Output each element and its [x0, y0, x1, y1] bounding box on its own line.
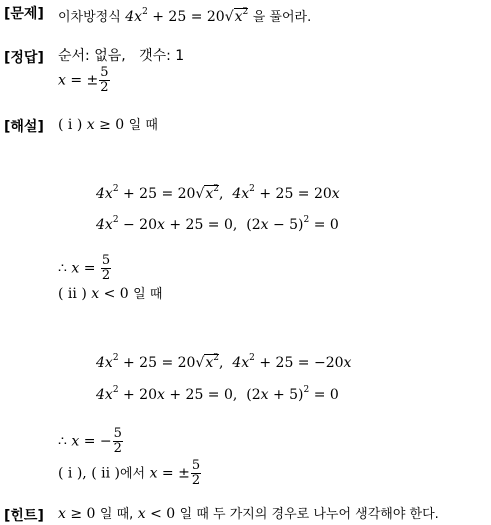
summary-middle: 에서 — [119, 466, 146, 482]
case2-equation-1: $4x^2 + 25 = 20√x^2$, $4x^2 + 25 = -20x$ — [96, 353, 352, 371]
hint-label: [힌트] — [4, 508, 44, 524]
case2-conclusion: ∴ x = − $\frac{5}{2}$ — [58, 426, 122, 456]
case1-condition-suffix: 일 때 — [128, 118, 158, 133]
explanation-label: [해설] — [4, 119, 44, 135]
summary-line: ( i ), ( ii )에서 x = ± $\frac{5}{2}$ — [58, 458, 201, 488]
answer-order: 순서: 없음, — [58, 48, 126, 64]
case2-heading: ( ii ) x < 0 일 때 — [58, 286, 163, 302]
answer-result: x = ± $\frac{5}{2}$ — [58, 65, 109, 95]
problem-prefix: 이차방정식 — [58, 10, 121, 25]
answer-label: [정답] — [4, 50, 44, 66]
case1-conclusion: ∴ x = $\frac{5}{2}$ — [58, 253, 111, 283]
case1-heading: ( i ) x ≥ 0 일 때 — [58, 117, 158, 133]
hint-text: x ≥ 0 일 때, x < 0 일 때 두 가지의 경우로 나누어 생각해야 한다. — [58, 506, 439, 522]
problem-statement — [58, 3, 311, 27]
case1-label: ( i ) — [58, 117, 83, 133]
case2-condition-suffix: 일 때 — [133, 287, 163, 302]
problem-label: [문제] — [4, 6, 44, 22]
answer-count: 갯수: 1 — [139, 48, 185, 64]
case2-label: ( ii ) — [58, 286, 87, 302]
summary-refs: ( i ), ( ii ) — [58, 465, 120, 482]
case1-equation-1: $4x^2 + 25 = 20√x^2$, $4x^2 + 25 = 20x$ — [96, 184, 340, 202]
answer-fraction: $\frac{5}{2}$ — [100, 65, 109, 95]
case2-equation-2: $4x^2 + 20x + 25 = 0$, $(2x + 5)^2 = 0$ — [96, 385, 339, 403]
problem-suffix: 을 풀어라. — [252, 10, 312, 25]
case1-equation-2: $4x^2 - 20x + 25 = 0$, $(2x - 5)^2 = 0$ — [96, 215, 339, 233]
answer-meta — [58, 47, 184, 65]
problem-equation: $4x^2 + 25 = 20√x^2$ — [125, 7, 249, 25]
